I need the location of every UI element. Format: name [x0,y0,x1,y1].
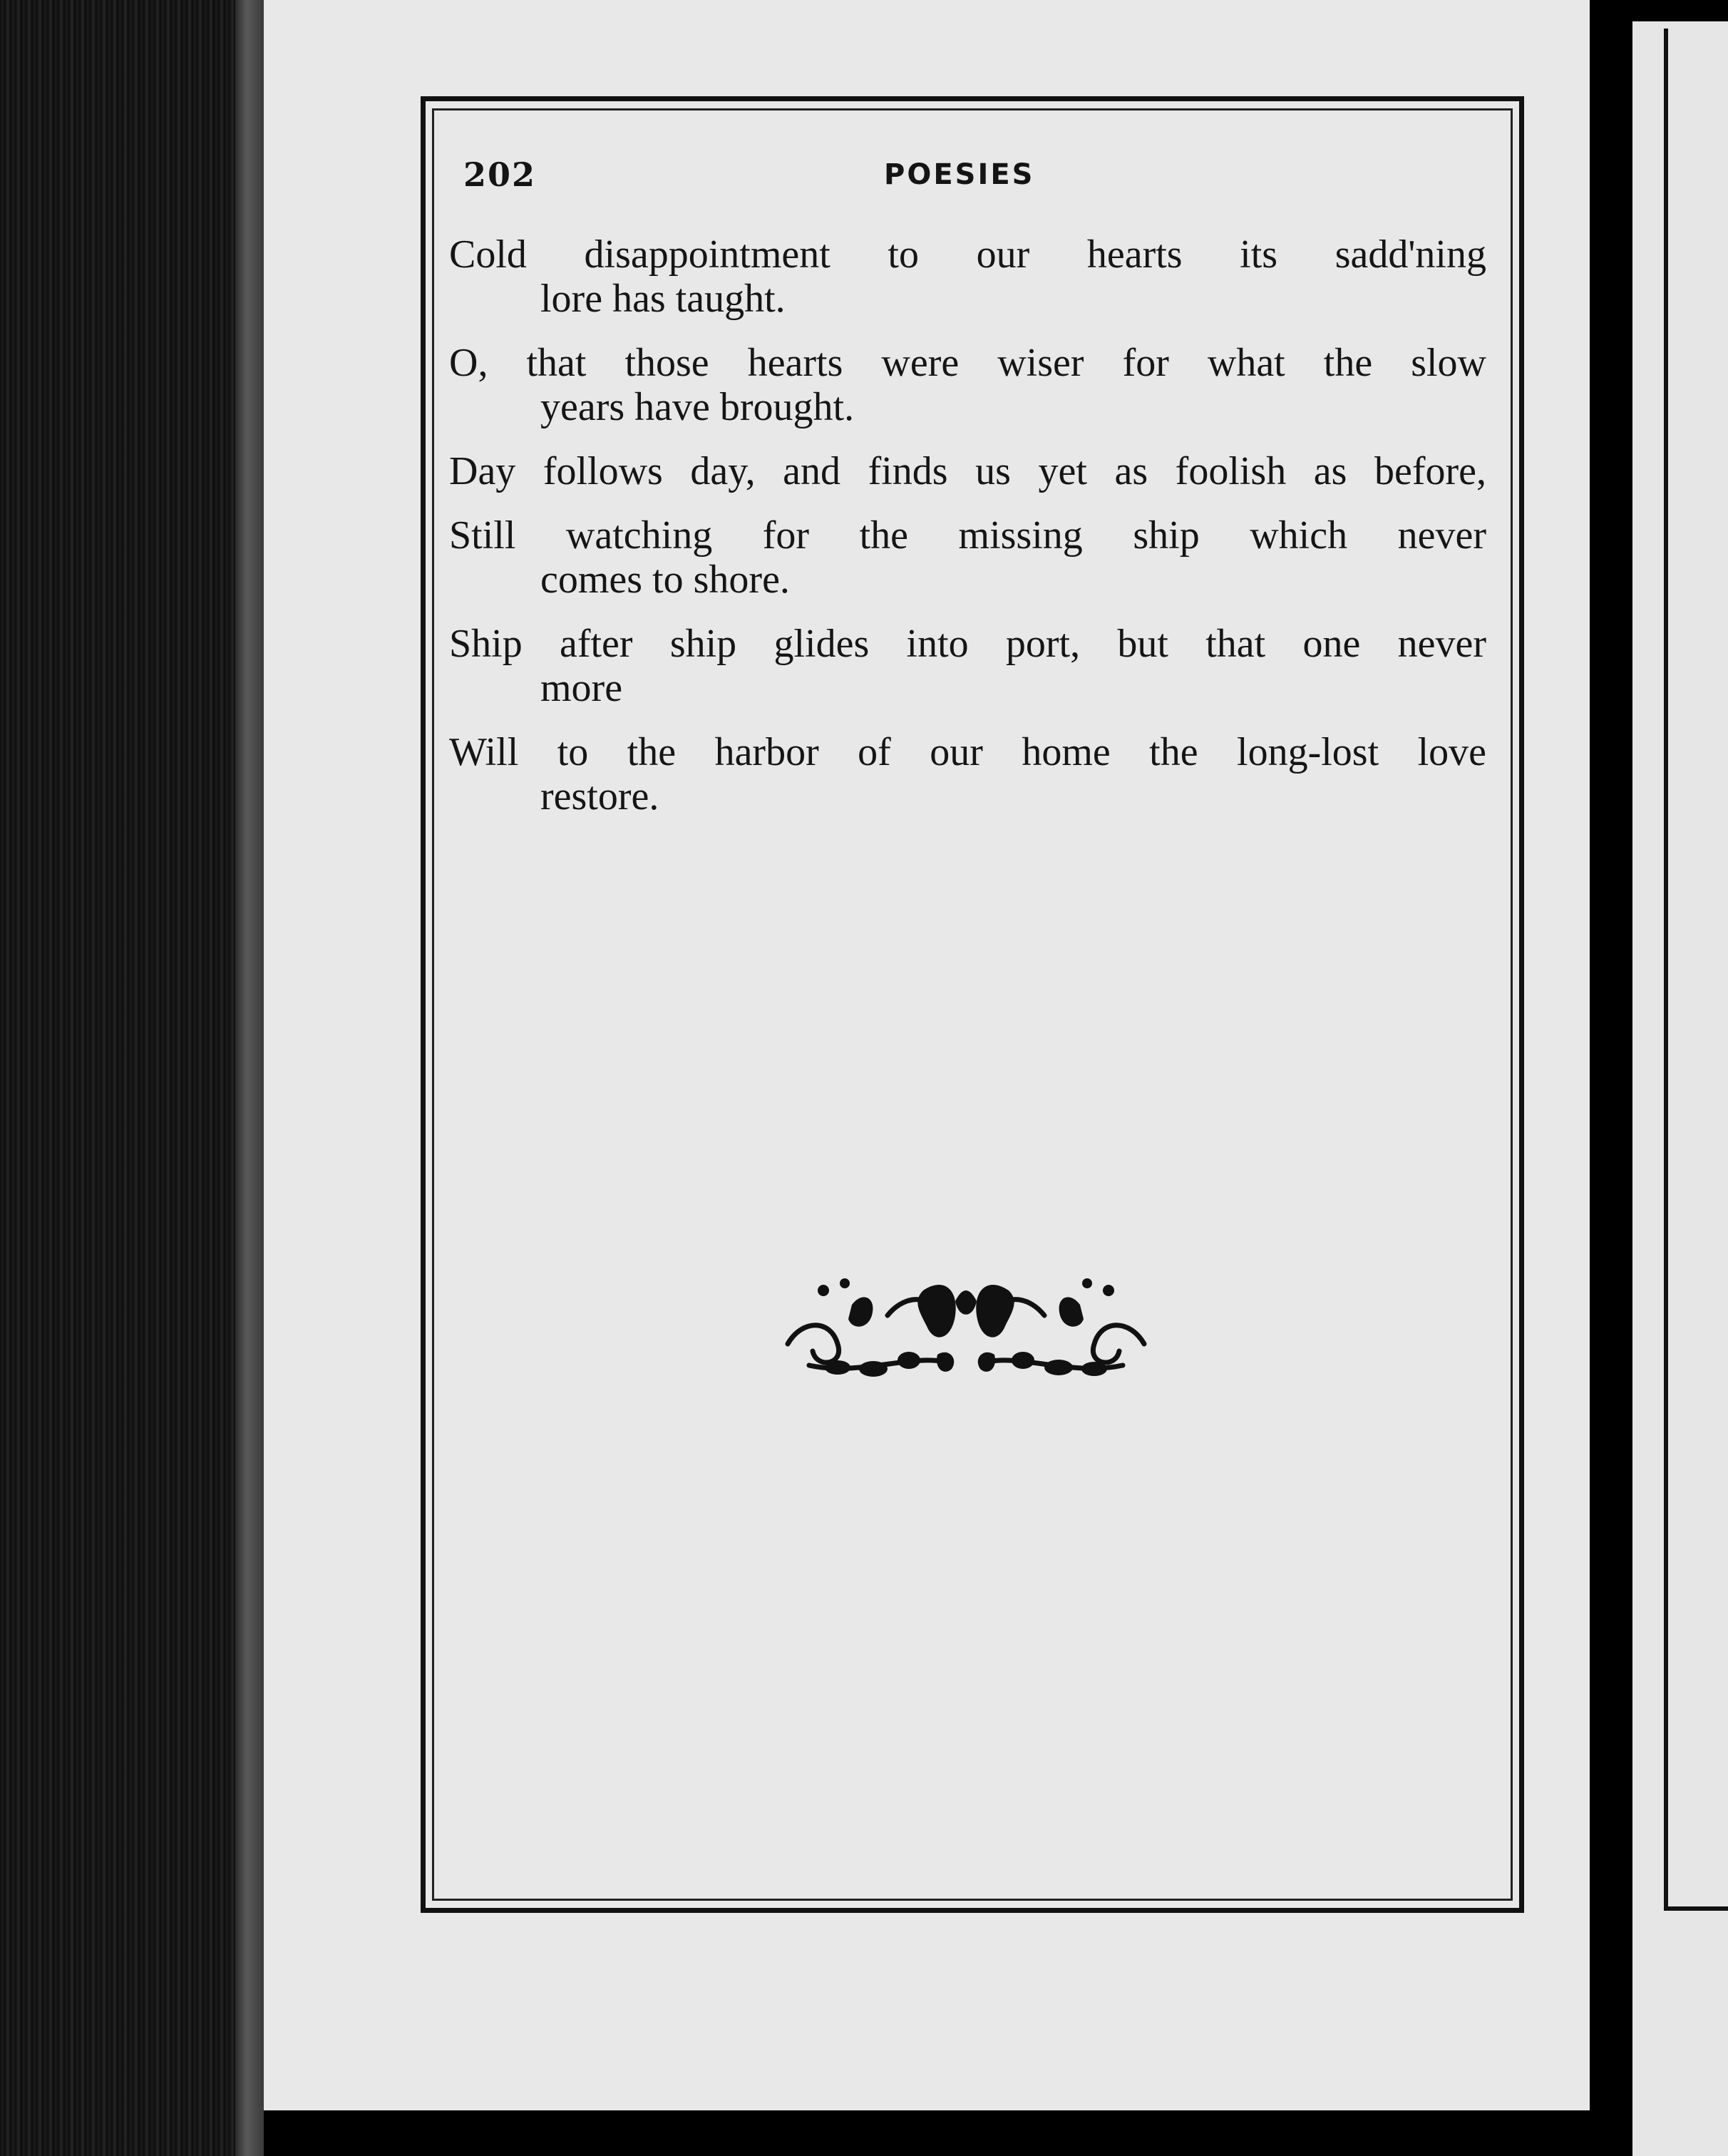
facing-page [1632,21,1728,2156]
poem-body [449,232,1486,838]
poem-line [449,730,1486,818]
poem-line-continuation: lore has taught. [540,277,786,321]
poem-line [449,341,1486,429]
floral-vine-ornament-icon [781,1276,1151,1383]
poem-line-text: Will to the harbor of our home the long-lost love [449,730,1486,774]
poem-line-continuation: years have brought. [540,385,855,429]
poem-line-text: Ship after ship glides into port, but that one never [449,622,1486,666]
book-binding [0,0,264,2156]
poem-line-continuation: restore. [540,774,659,818]
poem-line-text: Day follows day, and finds us yet as foolish as before, [449,449,1486,493]
poem-line-text: Still watching for the missing ship which never [449,513,1486,558]
poem-line [449,513,1486,602]
page-title: POESIES [884,158,1035,191]
poem-line-text: O, that those hearts were wiser for what the slow [449,341,1486,385]
page-number: 202 [463,155,537,194]
poem-line-continuation: more [540,666,623,710]
poem-line [449,622,1486,710]
poem-line [449,449,1486,493]
facing-page-frame-rule [1664,29,1668,1911]
page-gutter [1590,0,1632,2156]
running-head [463,155,1490,198]
facing-page-frame-rule-bottom [1664,1906,1728,1911]
poem-line-text: Cold disappointment to our hearts its sadd'ning [449,232,1486,277]
poem-line-continuation: comes to shore. [540,558,790,602]
binding-edge [235,0,264,2156]
poem-line [449,232,1486,321]
